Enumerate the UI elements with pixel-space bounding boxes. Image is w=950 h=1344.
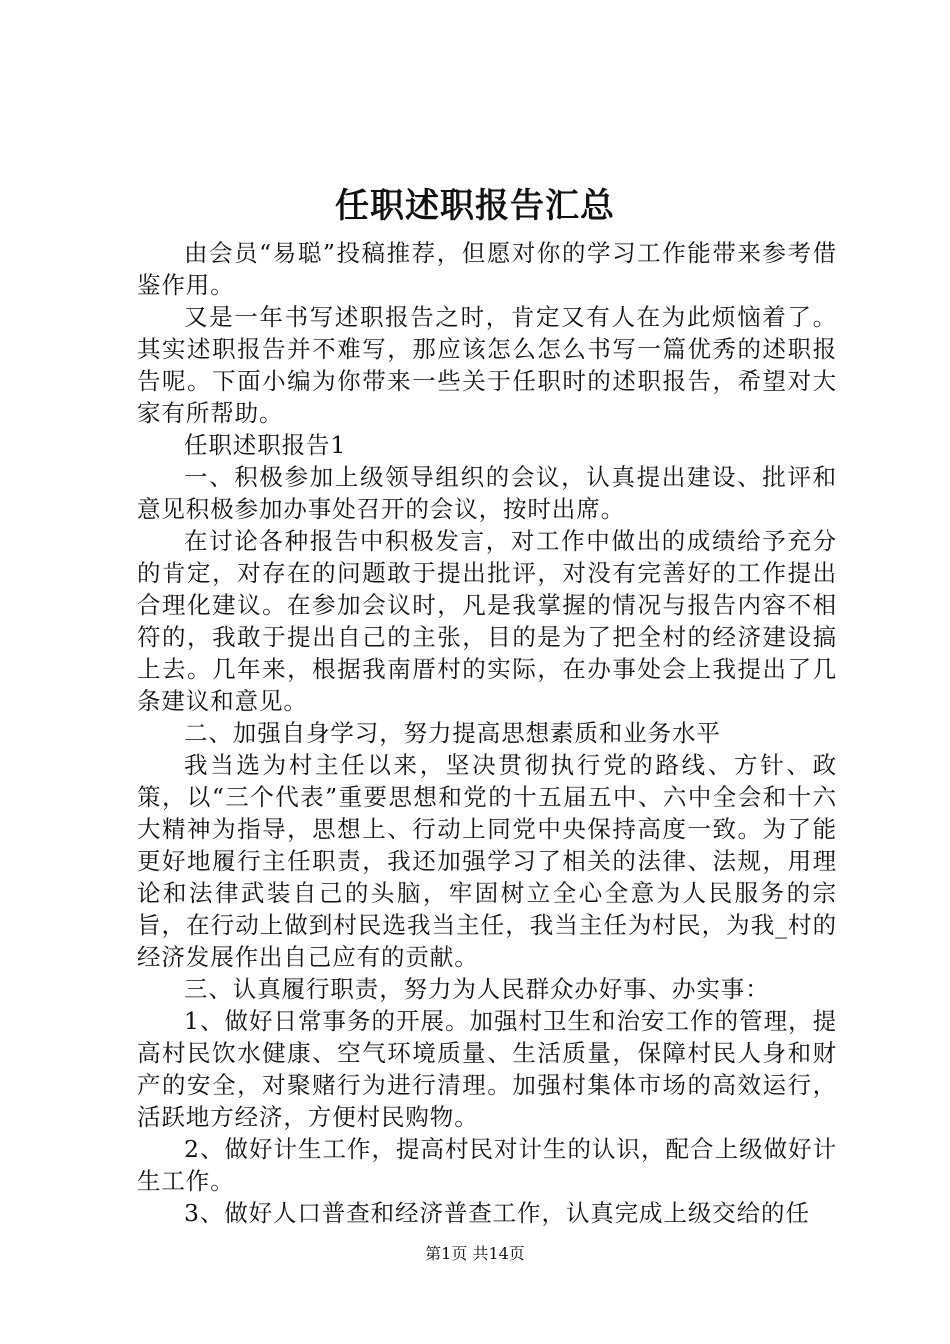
paragraph: 二、加强自身学习，努力提高思想素质和业务水平	[184, 719, 721, 747]
document-title: 任职述职报告汇总	[335, 186, 615, 226]
paragraph: 我当选为村主任以来，坚决贯彻执行党的路线、方针、政策，以“三个代表”重要思想和党的十五届五中、六中全会和十六大精神为指导，思想上、行动上同党中央保持高度一致。为了能更好地履行主任职责，我还加强学习了相关的法律、法规，用理论和法律武装自己的头脑，牢固树立全心全意为人民服务的宗旨，在行动上做到村民选我当主任，我当主任为村民，为我_村的经济发展作出自己应有的贡献。	[137, 751, 837, 971]
paragraph: 2、做好计生工作，提高村民对计生的认识，配合上级做好计生工作。	[137, 1135, 837, 1195]
paragraph: 由会员“易聪”投稿推荐，但愿对你的学习工作能带来参考借鉴作用。	[137, 239, 837, 299]
document-body	[137, 237, 837, 1229]
page-footer: 第1页 共14页	[425, 1244, 525, 1263]
paragraph: 任职述职报告1	[184, 431, 347, 459]
paragraph: 3、做好人口普查和经济普查工作，认真完成上级交给的任	[184, 1199, 810, 1227]
paragraph: 1、做好日常事务的开展。加强村卫生和治安工作的管理，提高村民饮水健康、空气环境质量、生活质量，保障村民人身和财产的安全，对聚赌行为进行清理。加强村集体市场的高效运行，活跃地方经济，方便村民购物。	[137, 1007, 837, 1131]
paragraph: 在讨论各种报告中积极发言，对工作中做出的成绩给予充分的肯定，对存在的问题敢于提出批评，对没有完善好的工作提出合理化建议。在参加会议时，凡是我掌握的情况与报告内容不相符的，我敢于提出自己的主张，目的是为了把全村的经济建设搞上去。几年来，根据我南厝村的实际，在办事处会上我提出了几条建议和意见。	[137, 527, 837, 715]
paragraph: 又是一年书写述职报告之时，肯定又有人在为此烦恼着了。其实述职报告并不难写，那应该怎么怎么书写一篇优秀的述职报告呢。下面小编为你带来一些关于任职时的述职报告，希望对大家有所帮助。	[137, 303, 837, 427]
paragraph: 一、积极参加上级领导组织的会议，认真提出建设、批评和意见积极参加办事处召开的会议，按时出席。	[137, 463, 837, 523]
paragraph: 三、认真履行职责，努力为人民群众办好事、办实事：	[184, 975, 770, 1003]
